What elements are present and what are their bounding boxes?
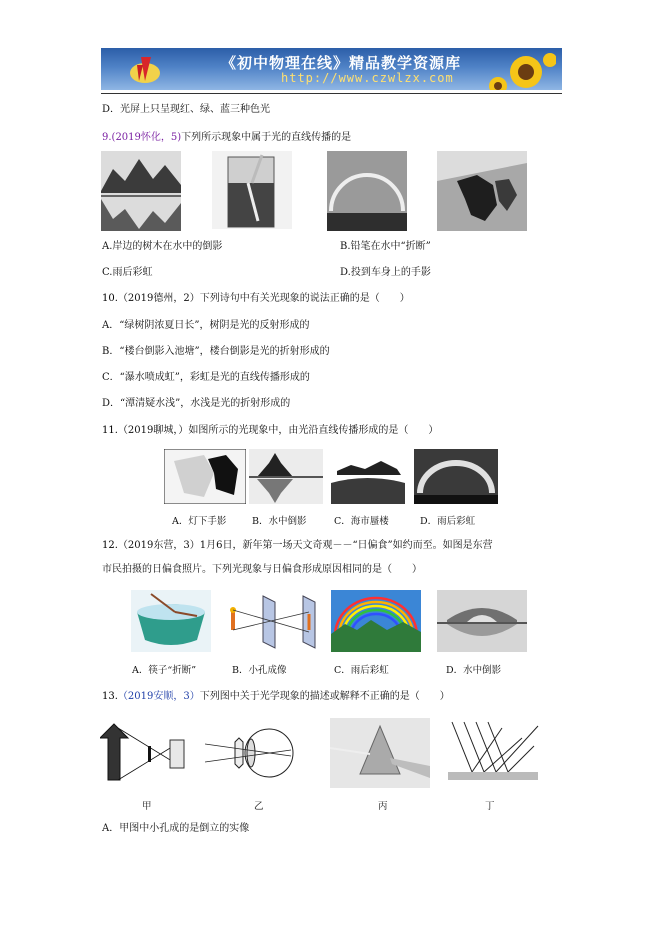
- q11-caption-a: A．灯下手影: [172, 516, 227, 527]
- q10-option-c: C．“瀑水喷成虹”，彩虹是光的直线传播形成的: [102, 372, 310, 383]
- q11-number: 11.: [102, 425, 118, 436]
- q9-option-d: D.投到车身上的手影: [340, 267, 431, 278]
- q13-figure-jia-pinhole: [100, 718, 190, 788]
- q10-option-d: D．“潭清疑水浅”，水浅是光的折射形成的: [102, 398, 291, 409]
- q9-option-b: B.铅笔在水中“折断”: [340, 241, 431, 252]
- q13-figure-bing-prism: [330, 718, 430, 788]
- q10-option-a: A．“绿树阴浓夏日长”，树阴是光的反射形成的: [102, 320, 310, 331]
- q10-text: 下列诗句中有关光现象的说法正确的是（ ）: [199, 293, 410, 304]
- q12-number: 12.: [102, 540, 118, 551]
- q8-option-d: D．光屏上只呈现红、绿、蓝三种色光: [102, 104, 271, 115]
- q13-number: 13.: [102, 691, 118, 702]
- q13-figure-yi-eye-lens: [205, 720, 295, 786]
- q12-image-c-rainbow: [331, 590, 421, 652]
- q10-source: （2019德州，2）: [117, 293, 200, 304]
- q9-text: 下列所示现象中属于光的直线传播的是: [181, 132, 352, 143]
- header-title: 《初中物理在线》精品教学资源库: [221, 54, 462, 72]
- q13-label-ding: 丁: [485, 801, 495, 812]
- q11-image-a-hand-shadow: [164, 449, 246, 504]
- q9-image-d-hand-shadow: [437, 151, 527, 231]
- q9-source: (2019怀化，5): [111, 132, 182, 143]
- q9-image-b-pencil: [212, 151, 292, 229]
- q11-image-d-rainbow: [414, 449, 498, 504]
- q13-option-a: A．甲图中小孔成的是倒立的实像: [102, 823, 250, 834]
- q12-image-d-reflection: [437, 590, 527, 652]
- q12-caption-d: D．水中倒影: [446, 665, 502, 676]
- header-divider: [101, 93, 562, 94]
- q12-source: （2019东营，3）: [117, 540, 200, 551]
- q10-number: 10.: [102, 293, 118, 304]
- q13-label-yi: 乙: [254, 801, 264, 812]
- q11-stem: [102, 424, 438, 438]
- q9-number: 9.: [102, 132, 112, 143]
- q13-stem: [102, 690, 450, 704]
- q13-source: （2019安顺，3）: [117, 691, 200, 702]
- q11-caption-d: D．雨后彩虹: [420, 516, 476, 527]
- q11-image-b-reflection: [249, 449, 323, 504]
- q11-source: （2019聊城，）: [117, 425, 189, 436]
- q13-text: 下列图中关于光学现象的描述或解释不正确的是（ ）: [199, 691, 450, 702]
- q10-option-b: B．“楼台倒影入池塘”，楼台倒影是光的折射形成的: [102, 346, 330, 357]
- q9-stem: [102, 131, 351, 145]
- header-url: http://www.czwlzx.com: [281, 71, 454, 85]
- q11-image-c-mirage: [331, 449, 405, 504]
- q11-text: 如图所示的光现象中，由光沿直线传播形成的是（ ）: [188, 425, 439, 436]
- q13-label-bing: 丙: [378, 801, 388, 812]
- q12-image-b-pinhole: [225, 590, 320, 652]
- q9-image-c-rainbow: [327, 151, 407, 231]
- q12-stem-line2: 市民拍摄的日偏食照片。下列光现象与日偏食形成原因相同的是（ ）: [102, 564, 422, 575]
- q12-image-a-chopsticks: [131, 590, 211, 652]
- q11-caption-c: C．海市蜃楼: [334, 516, 389, 527]
- header-banner: [101, 48, 562, 90]
- q12-caption-a: A．筷子“折断”: [132, 665, 197, 676]
- q12-caption-b: B．小孔成像: [232, 665, 287, 676]
- q12-caption-c: C．雨后彩虹: [334, 665, 389, 676]
- q10-stem: [102, 292, 410, 306]
- q12-text-line1: 1月6日，新年第一场天文奇观－－“日偏食”如约而至。如图是东营: [199, 540, 493, 551]
- sunflower-icon: [486, 52, 556, 90]
- q13-label-jia: 甲: [142, 801, 152, 812]
- q13-figure-ding-diffuse-reflection: [442, 718, 542, 788]
- q11-caption-b: B．水中倒影: [252, 516, 307, 527]
- q12-stem-line1: [102, 539, 493, 553]
- q9-option-a: A.岸边的树木在水中的倒影: [102, 241, 223, 252]
- q9-image-a-reflection: [101, 151, 181, 231]
- logo-icon: [127, 51, 163, 87]
- q9-option-c: C.雨后彩虹: [102, 267, 153, 278]
